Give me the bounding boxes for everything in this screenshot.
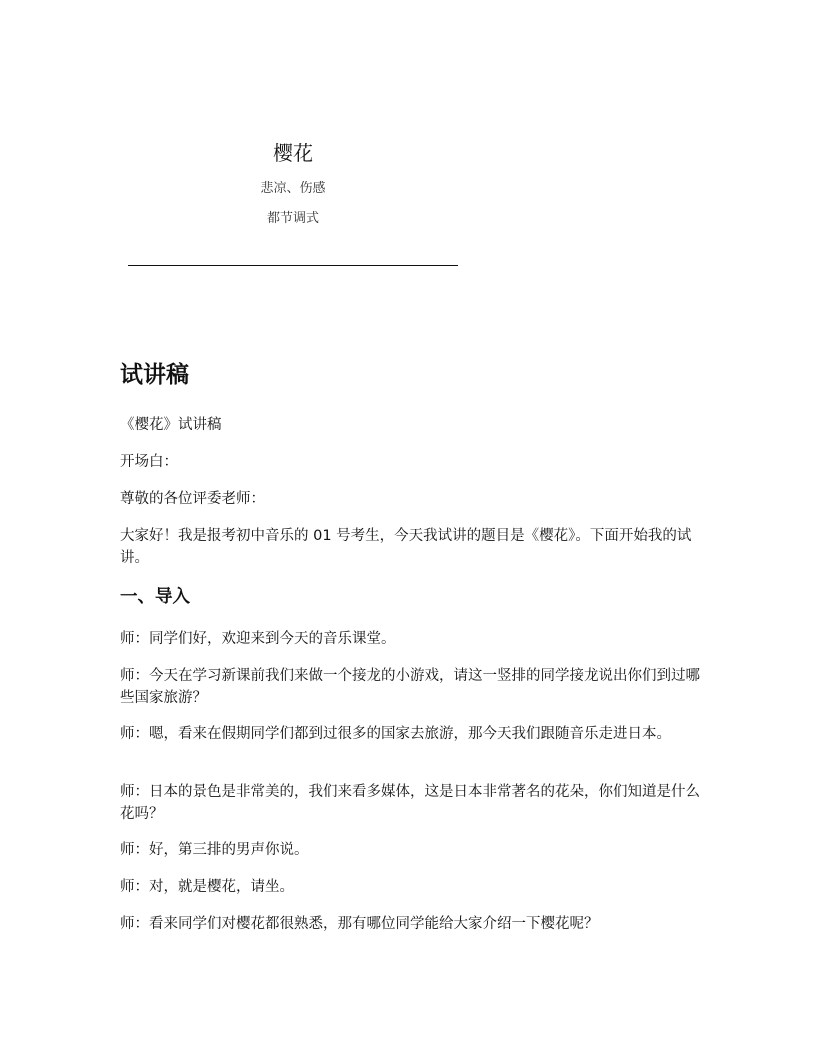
- cover-subtitle-mood: 悲凉、伤感: [260, 181, 326, 196]
- section-heading-intro: 一、导入: [120, 587, 190, 607]
- paragraph-script-title: 《樱花》试讲稿: [120, 417, 222, 433]
- cover-title: 樱花: [273, 141, 313, 165]
- paragraph-salutation: 尊敬的各位评委老师：: [120, 491, 265, 507]
- document-title: 试讲稿: [120, 362, 189, 388]
- paragraph-multimedia: 师：日本的景色是非常美的，我们来看多媒体，这是日本非常著名的花朵，你们知道是什么花吗？: [120, 784, 700, 822]
- cover-divider: [128, 265, 458, 266]
- paragraph-opening-label: 开场白：: [120, 454, 178, 470]
- paragraph-japan: 师：嗯，看来在假期同学们都到过很多的国家去旅游，那今天我们跟随音乐走进日本。: [120, 726, 671, 742]
- paragraph-game: 师：今天在学习新课前我们来做一个接龙的小游戏，请这一竖排的同学接龙说出你们到过哪些国家旅游？: [120, 668, 700, 706]
- paragraph-greeting: 师：同学们好，欢迎来到今天的音乐课堂。: [120, 631, 396, 647]
- paragraph-sakura-answer: 师：对，就是樱花，请坐。: [120, 879, 294, 895]
- cover-subtitle-mode: 都节调式: [266, 211, 319, 226]
- paragraph-introduce-sakura: 师：看来同学们对樱花都很熟悉，那有哪位同学能给大家介绍一下樱花呢？: [120, 916, 599, 932]
- paragraph-third-row: 师：好，第三排的男声你说。: [120, 842, 309, 858]
- paragraph-self-intro: 大家好！我是报考初中音乐的 01 号考生，今天我试讲的题目是《樱花》。下面开始我的试讲。: [120, 528, 692, 566]
